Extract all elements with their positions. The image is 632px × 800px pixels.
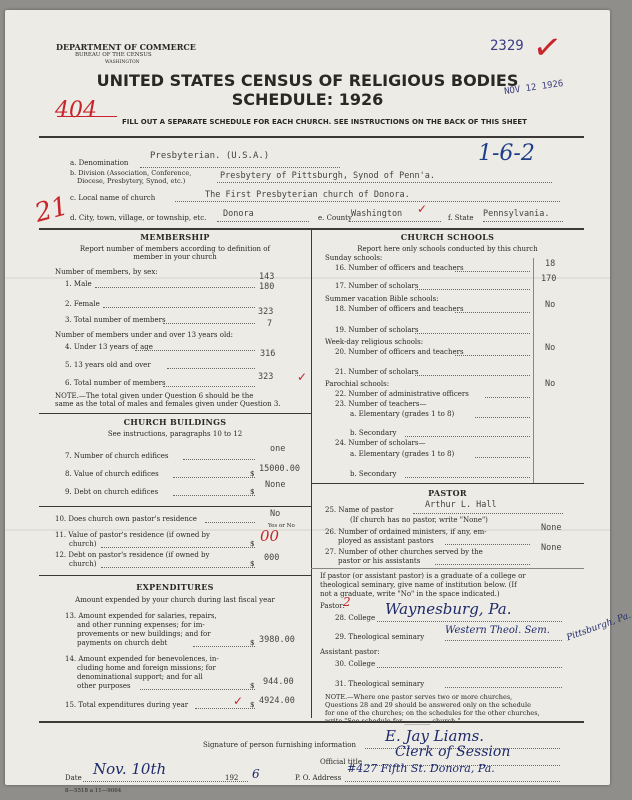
form-number-stamp: 2329 xyxy=(490,38,524,54)
year-label: 192 xyxy=(225,774,239,782)
residence-value-label-2: church) xyxy=(69,540,97,548)
pastor-note-3: for one of the churches; on the schedules for the other churches, xyxy=(325,709,540,717)
seminary-value-2: Pittsburgh, Pa. xyxy=(565,610,632,644)
total-members-6-value: 323 xyxy=(258,372,274,382)
expenditures-instruction: Amount expended by your church during last fiscal year xyxy=(75,596,275,604)
residence-debt-dollar: $ xyxy=(250,560,255,568)
seminary-label: 29. Theological seminary xyxy=(335,633,425,641)
buildings-instruction: See instructions, paragraphs 10 to 12 xyxy=(107,430,243,438)
county-value: Washington xyxy=(351,209,403,219)
pastor-name-note: (If church has no pastor, write "None") xyxy=(350,516,488,524)
edifice-value-label: 8. Value of church edifices xyxy=(65,470,159,478)
college-value: Waynesburg, Pa. xyxy=(385,600,512,618)
salaries-label-2: and other running expenses; for im- xyxy=(77,621,205,629)
handwritten-code-404: 404 xyxy=(55,98,97,123)
total-members-label: 3. Total number of members xyxy=(65,316,166,324)
q19-label: 19. Number of scholars xyxy=(335,326,419,334)
over-13-label: 5. 13 years old and over xyxy=(65,361,151,369)
division-label-2: Diocese, Presbytery, Synod, etc.) xyxy=(77,177,186,185)
pastor-note: NOTE.—Where one pastor serves two or more churches, xyxy=(325,693,513,701)
sunday-schools-label: Sunday schools: xyxy=(325,254,383,262)
instruction-line: FILL OUT A SEPARATE SCHEDULE FOR EACH CHURCH. SEE INSTRUCTIONS ON THE BACK OF THIS SHEET xyxy=(122,118,527,126)
form-title: UNITED STATES CENSUS OF RELIGIOUS BODIES xyxy=(96,71,519,90)
pastor-heading: PASTOR xyxy=(428,488,467,498)
residence-dollar: $ xyxy=(250,540,255,548)
county-label: e. County xyxy=(318,214,352,222)
college-label: 28. College xyxy=(335,614,376,622)
debt-dollar: $ xyxy=(250,488,255,496)
residence-value-label: 11. Value of pastor's residence (if owned by xyxy=(55,531,210,539)
male-label: 1. Male xyxy=(65,280,92,288)
q18-label: 18. Number of officers and teachers xyxy=(335,305,464,313)
po-address-value: #427 Fifth St. Donora, Pa. xyxy=(347,762,495,775)
total-expenditures-value: 4924.00 xyxy=(259,696,295,706)
residence-debt-label-2: church) xyxy=(69,560,97,568)
official-title-value: Clerk of Session xyxy=(395,744,511,760)
parochial-label: Parochial schools: xyxy=(325,380,390,388)
residence-value-entry: 00 xyxy=(260,527,280,545)
date-label: Date xyxy=(65,774,82,782)
membership-check-icon: ✓ xyxy=(297,370,308,384)
schools-instruction: Report here only schools conducted by this church xyxy=(357,245,538,253)
city-label: d. City, town, village, or township, etc. xyxy=(70,214,207,222)
q22-value: No xyxy=(545,379,556,389)
q20-label: 20. Number of officers and teachers xyxy=(335,348,464,356)
received-date-stamp: NOV 12 1926 xyxy=(503,78,565,98)
benevolences-dollar: $ xyxy=(250,682,255,690)
church-schools-heading: CHURCH SCHOOLS xyxy=(400,232,495,242)
salaries-label-4: payments on church debt xyxy=(77,639,168,647)
benevolences-label-4: other purposes xyxy=(77,682,131,690)
summer-schools-label: Summer vacation Bible schools: xyxy=(325,295,439,303)
benevolences-value: 944.00 xyxy=(263,677,294,687)
male-value: 143 xyxy=(259,272,275,282)
total-expenditures-label: 15. Total expenditures during year xyxy=(65,701,189,709)
membership-heading: MEMBERSHIP xyxy=(140,232,210,242)
pastor-note-4: write "See schedule for ________ church." xyxy=(325,717,461,725)
pastor-name-label: 25. Name of pastor xyxy=(325,506,394,514)
college-instruction-2: theological seminary, give name of institution below. (If xyxy=(320,581,517,589)
denomination-value: Presbyterian. (U.S.A.) xyxy=(150,151,270,161)
form-code: 8—5518 a 11—9064 xyxy=(65,788,122,794)
state-value: Pennsylvania. xyxy=(483,209,550,219)
division-value: Presbytery of Pittsburgh, Synod of Penn'a. xyxy=(220,171,435,181)
handwritten-mark-21: 21 xyxy=(31,191,72,229)
division-label: b. Division (Association, Conference, xyxy=(70,169,192,177)
residence-debt-value: 000 xyxy=(264,553,280,563)
weekday-schools-label: Week-day religious schools: xyxy=(325,338,424,346)
membership-note-2: same as the total of males and females given under Question 3. xyxy=(55,400,281,408)
seminary-31-label: 31. Theological seminary xyxy=(335,680,425,688)
po-address-label: P. O. Address xyxy=(295,774,342,782)
q23-label: 23. Number of teachers— xyxy=(335,400,427,408)
total-dollar: $ xyxy=(250,701,255,709)
membership-instruction-2: member in your church xyxy=(133,253,217,261)
q18-value: No xyxy=(545,300,556,310)
membership-note: NOTE.—The total given under Question 6 should be the xyxy=(55,392,254,400)
total-check-icon: ✓ xyxy=(233,694,244,708)
church-name-value: The First Presbyterian church of Donora. xyxy=(205,190,410,200)
pastor-name-value: Arthur L. Hall xyxy=(425,500,497,510)
male-value-2: 180 xyxy=(259,282,275,292)
q21-label: 21. Number of scholars xyxy=(335,368,419,376)
residence-debt-label: 12. Debt on pastor's residence (if owned by xyxy=(55,551,210,559)
debt-edifices-label: 9. Debt on church edifices xyxy=(65,488,159,496)
official-title-label: Official title xyxy=(320,758,362,766)
check-mark-icon: ✓ xyxy=(530,26,565,70)
denomination-label: a. Denomination xyxy=(70,159,129,167)
pastor-residence-label: 10. Does church own pastor's residence xyxy=(55,515,197,523)
by-sex-label: Number of members, by sex: xyxy=(55,268,158,276)
q24a-label: a. Elementary (grades 1 to 8) xyxy=(350,450,455,458)
pastor-note-2: Questions 28 and 29 should be answered only on the schedule xyxy=(325,701,531,709)
department-header: DEPARTMENT OF COMMERCE xyxy=(56,42,196,52)
q22-label: 22. Number of administrative officers xyxy=(335,390,469,398)
form-subtitle: SCHEDULE: 1926 xyxy=(231,90,384,109)
q17-label: 17. Number of scholars xyxy=(335,282,419,290)
signature-label: Signature of person furnishing information xyxy=(203,741,357,749)
q26-value: None xyxy=(541,523,562,533)
assistant-pastor-label: Assistant pastor: xyxy=(320,648,380,656)
q16-label: 16. Number of officers and teachers xyxy=(335,264,464,272)
age-label: Number of members under and over 13 years old: xyxy=(55,331,234,339)
benevolences-label: 14. Amount expended for benevolences, in- xyxy=(65,655,219,663)
q24b-label: b. Secondary xyxy=(350,470,397,478)
q16-value: 18 xyxy=(545,259,556,269)
church-name-label: c. Local name of church xyxy=(70,194,156,202)
salaries-dollar: $ xyxy=(250,639,255,647)
expenditures-heading: EXPENDITURES xyxy=(136,582,214,592)
salaries-label-3: provements or new buildings; and for xyxy=(77,630,211,638)
handwritten-code-162: 1-6-2 xyxy=(478,141,535,166)
q27-value: None xyxy=(541,543,562,553)
state-label: f. State xyxy=(448,214,474,222)
pastor-label: Pastor: xyxy=(320,602,345,610)
debt-edifices-value: None xyxy=(265,480,286,490)
salaries-label: 13. Amount expended for salaries, repairs, xyxy=(65,612,217,620)
q26-label: 26. Number of ordained ministers, if any, em- xyxy=(325,528,487,536)
pastor-residence-value: No xyxy=(270,509,281,519)
q23b-label: b. Secondary xyxy=(350,429,397,437)
edifice-dollar: $ xyxy=(250,470,255,478)
seminary-value: Western Theol. Sem. xyxy=(445,625,550,636)
under-13-label: 4. Under 13 years of age xyxy=(65,343,153,351)
signature-value: E. Jay Liams. xyxy=(385,727,485,745)
year-suffix: 6 xyxy=(252,767,260,781)
edifice-value-amount: 15000.00 xyxy=(259,464,300,474)
q27-label: 27. Number of other churches served by the xyxy=(325,548,483,556)
over-13-value: 316 xyxy=(260,349,276,359)
church-buildings-heading: CHURCH BUILDINGS xyxy=(123,417,227,427)
edifices-value: one xyxy=(270,444,286,454)
q20-value: No xyxy=(545,343,556,353)
county-check-icon: ✓ xyxy=(417,202,428,216)
bureau-line: BUREAU OF THE CENSUS xyxy=(75,52,152,58)
college-30-label: 30. College xyxy=(335,660,376,668)
city-value: Donora xyxy=(223,209,254,219)
yes-or-no-label: Yes or No xyxy=(268,523,295,529)
college-instruction: If pastor (or assistant pastor) is a graduate of a college or xyxy=(320,572,526,580)
college-instruction-3: not a graduate, write "No" in the space indicated.) xyxy=(320,590,500,598)
handwritten-mark-2: 2 xyxy=(343,595,351,609)
q23a-label: a. Elementary (grades 1 to 8) xyxy=(350,410,455,418)
benevolences-label-3: denominational support; and for all xyxy=(77,673,203,681)
total-members-value: 323 xyxy=(258,307,274,317)
benevolences-label-2: cluding home and foreign missions; for xyxy=(77,664,216,672)
salaries-value: 3980.00 xyxy=(259,635,295,645)
membership-instruction: Report number of members according to definition of xyxy=(79,245,271,253)
edifices-label: 7. Number of church edifices xyxy=(65,452,169,460)
q26-label-2: ployed as assistant pastors xyxy=(338,537,434,545)
q17-value: 170 xyxy=(541,274,557,284)
q24-label: 24. Number of scholars— xyxy=(335,439,426,447)
q27-label-2: pastor or his assistants xyxy=(338,557,421,565)
total-members-aux: 7 xyxy=(267,319,273,329)
census-form xyxy=(5,10,632,794)
total-members-6-label: 6. Total number of members xyxy=(65,379,166,387)
washington-line: WASHINGTON xyxy=(105,60,140,65)
date-value: Nov. 10th xyxy=(93,760,167,778)
female-label: 2. Female xyxy=(65,300,100,308)
